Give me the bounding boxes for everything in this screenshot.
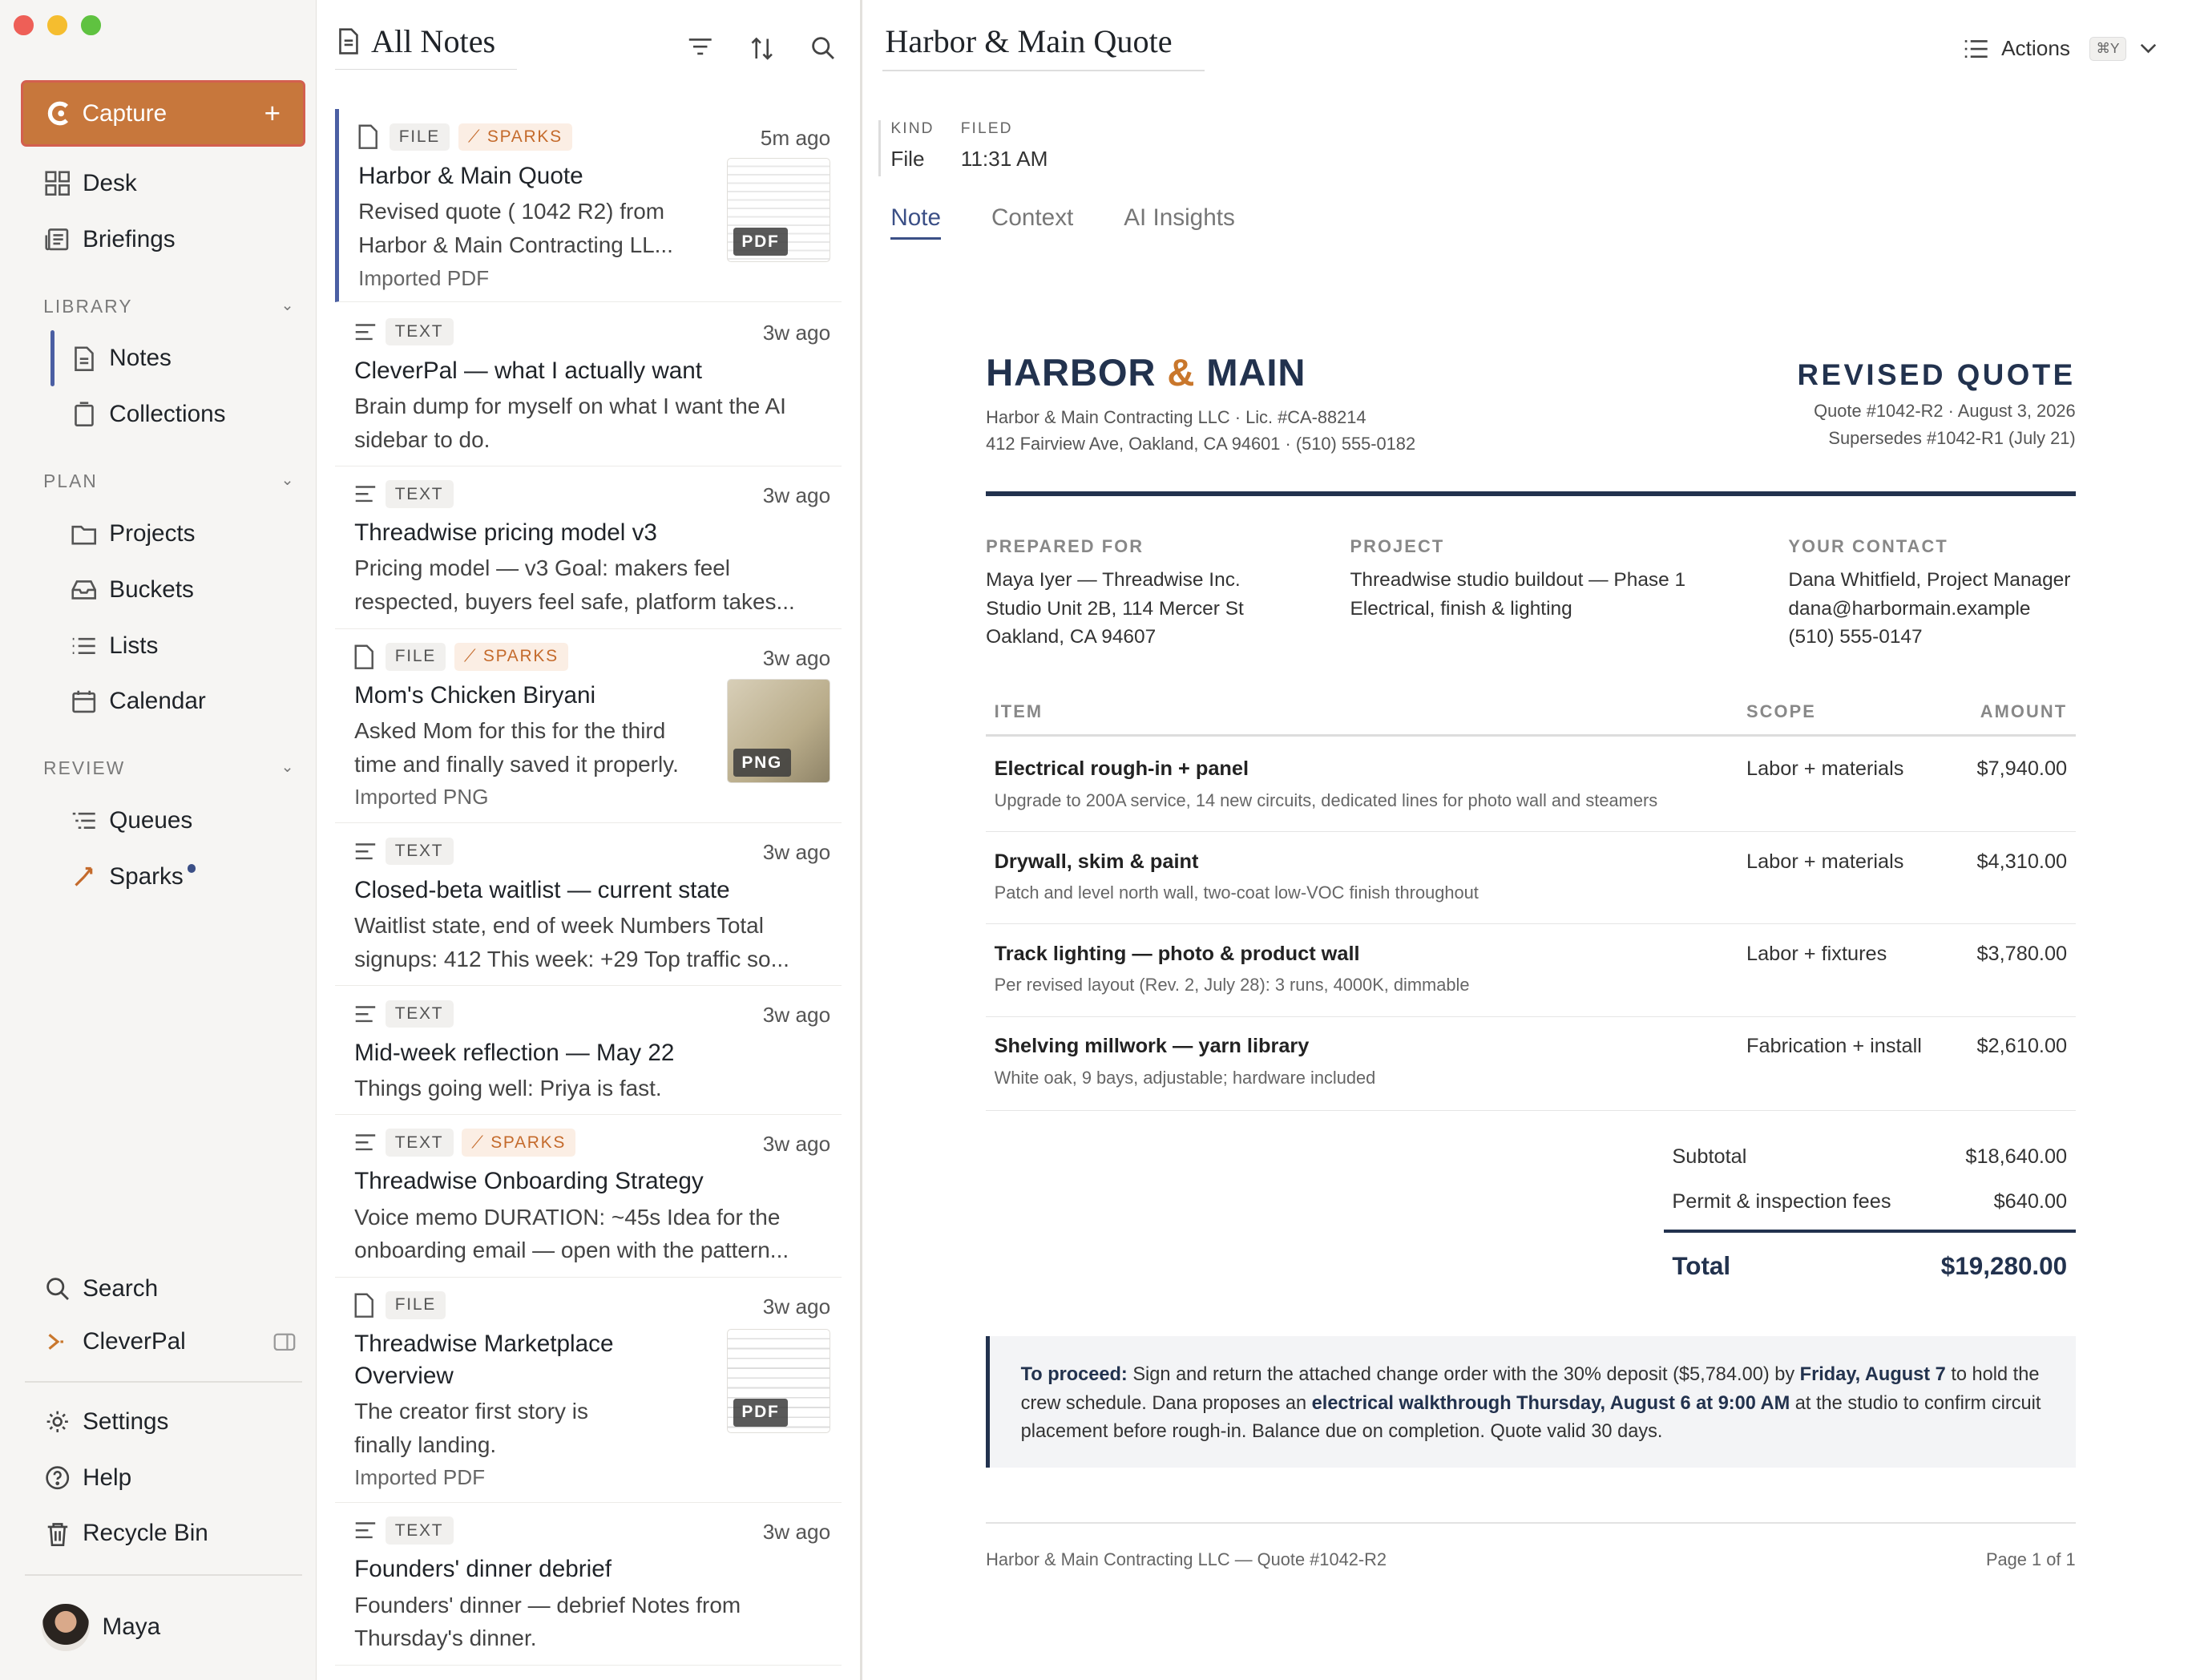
callout-text: to hold the crew schedule. Dana proposes an	[1020, 1363, 2040, 1413]
contact-line: dana@harbormain.example	[1788, 597, 2031, 620]
file-icon	[354, 1293, 377, 1318]
note-time: 3w ago	[762, 1294, 831, 1319]
client-line: Oakland, CA 94607	[986, 626, 1157, 648]
list-icon	[1964, 38, 1988, 59]
sidebar-item-help[interactable]	[43, 1464, 131, 1492]
table-row	[986, 924, 2075, 1016]
footer-page: Page 1 of 1	[1985, 1549, 2076, 1569]
spark-tag-label: SPARKS	[482, 647, 559, 666]
totals-rule	[1664, 1230, 2076, 1232]
list-item[interactable]	[335, 1115, 842, 1278]
note-snippet: finally landing.	[354, 1432, 497, 1458]
kind-tag: FILE	[386, 643, 446, 670]
client-line: Studio Unit 2B, 114 Mercer St	[986, 597, 1244, 620]
kind-tag: TEXT	[386, 1129, 454, 1156]
list-item[interactable]	[335, 823, 842, 986]
file-icon	[354, 644, 377, 669]
contact-line: (510) 555-0147	[1788, 626, 1923, 648]
sidebar-item-desk[interactable]	[43, 169, 137, 197]
help-icon	[43, 1464, 71, 1492]
section-title: LIBRARY	[43, 295, 133, 317]
meta-rule	[878, 120, 881, 176]
line-item-scope: Labor + materials	[1746, 850, 1904, 873]
plan-section-header[interactable]	[43, 470, 296, 492]
note-title: Harbor & Main Quote	[358, 162, 583, 189]
meta-value: 11:31 AM	[960, 146, 1048, 171]
note-snippet: Asked Mom for this for the third	[354, 718, 666, 744]
subtotal-value: $18,640.00	[1965, 1145, 2068, 1169]
sidebar-item-label: Search	[83, 1274, 159, 1302]
quote-supersedes: Supersedes #1042-R1 (July 21)	[1828, 427, 2076, 448]
column-heading: AMOUNT	[1980, 701, 2068, 722]
sidebar-item-label: Desk	[83, 169, 137, 196]
fees-value: $640.00	[1993, 1190, 2068, 1214]
sidebar-item-projects[interactable]	[70, 519, 195, 547]
project-line: Electrical, finish & lighting	[1350, 597, 1572, 620]
file-type-badge: PDF	[733, 228, 788, 255]
brand-ampersand: &	[1167, 350, 1196, 394]
search-icon	[43, 1274, 71, 1302]
pdf-thumbnail	[727, 158, 830, 261]
file-icon	[358, 124, 381, 149]
inbox-icon	[70, 575, 98, 604]
sidebar-item-label: Collections	[109, 401, 226, 428]
quote-document	[986, 350, 2076, 1569]
line-item-amount: $3,780.00	[1976, 942, 2068, 965]
sidebar-panel-toggle-icon[interactable]	[273, 1333, 296, 1351]
spark-tag: ⟋ SPARKS	[462, 1129, 575, 1156]
chevron-down-icon[interactable]: ⌄	[281, 759, 296, 777]
review-section-header[interactable]	[43, 757, 296, 779]
sidebar-item-label: Notes	[109, 345, 172, 372]
subtotal-row	[1672, 1145, 2075, 1169]
table-row	[986, 740, 2075, 832]
note-snippet: time and finally saved it properly.	[354, 752, 679, 777]
capture-label: Capture	[82, 99, 168, 127]
chevron-down-icon[interactable]: ⌄	[281, 297, 296, 314]
sidebar-item-label: Projects	[109, 519, 196, 547]
column-heading: ITEM	[994, 701, 1044, 722]
list-item[interactable]	[335, 109, 842, 302]
sidebar-divider	[25, 1574, 302, 1576]
pdf-thumbnail	[727, 1329, 830, 1432]
title-underline	[882, 70, 1205, 71]
line-item-name: Track lighting — photo & product wall	[994, 942, 1360, 965]
line-item-amount: $2,610.00	[1976, 1035, 2068, 1058]
note-snippet: respected, buyers feel safe, platform takes...	[354, 589, 795, 615]
note-time: 5m ago	[760, 126, 831, 151]
note-subtext: Imported PDF	[358, 266, 490, 290]
title-underline	[335, 69, 517, 71]
sidebar-item-lists[interactable]	[70, 632, 158, 660]
sidebar-item-label: Queues	[109, 806, 193, 834]
text-icon	[354, 1518, 377, 1543]
meta-value: File	[890, 146, 925, 171]
callout-emphasis: electrical walkthrough Thursday, August 6 at 9:00 AM	[1311, 1391, 1790, 1413]
line-item-description: Per revised layout (Rev. 2, July 28): 3 runs, 4000K, dimmable	[994, 975, 1470, 995]
sidebar-item-notes[interactable]	[70, 345, 171, 373]
column-heading: YOUR CONTACT	[1788, 536, 1948, 557]
fees-label: Permit & inspection fees	[1672, 1190, 1891, 1214]
line-item-amount: $4,310.00	[1976, 850, 2068, 873]
capture-icon	[46, 99, 74, 127]
list-title	[337, 22, 495, 60]
note-time: 3w ago	[762, 1003, 831, 1028]
kind-tag: FILE	[386, 1291, 446, 1319]
line-item-name: Drywall, skim & paint	[994, 850, 1199, 873]
sidebar-item-collections[interactable]	[70, 401, 225, 429]
cleverpal-icon	[43, 1328, 71, 1356]
note-snippet: Harbor & Main Contracting LL...	[358, 232, 673, 257]
kind-tag: TEXT	[386, 318, 454, 345]
sidebar-item-label: CleverPal	[83, 1328, 186, 1355]
text-icon	[354, 482, 377, 507]
meta-kind	[890, 120, 934, 171]
line-item-scope: Labor + fixtures	[1746, 942, 1887, 965]
sidebar-item-label: Help	[83, 1464, 132, 1491]
recipe-image-thumbnail	[727, 679, 830, 782]
quote-heading: REVISED QUOTE	[1797, 358, 2076, 392]
table-header	[986, 692, 2075, 737]
list-toolbar	[688, 36, 834, 67]
sidebar-item-briefings[interactable]	[43, 225, 175, 253]
quote-number: Quote #1042-R2 · August 3, 2026	[1814, 401, 2076, 422]
sidebar-divider	[25, 1381, 302, 1383]
tab-context[interactable]: Context	[991, 204, 1074, 232]
text-icon	[354, 1130, 377, 1155]
close-window-button[interactable]	[14, 15, 33, 34]
zoom-window-button[interactable]	[81, 15, 100, 34]
window-controls	[14, 15, 100, 34]
avatar[interactable]	[42, 1604, 89, 1651]
grid-icon	[43, 169, 71, 197]
line-item-description: Upgrade to 200A service, 14 new circuits, dedicated lines for photo wall and steamers	[994, 790, 1658, 810]
active-indicator	[50, 330, 54, 386]
spark-tag-label: SPARKS	[486, 127, 563, 146]
line-item-scope: Labor + materials	[1746, 757, 1904, 781]
sidebar-item-label: Buckets	[109, 575, 194, 603]
company-address: 412 Fairview Ave, Oakland, CA 94601 · (510) 555-0182	[986, 434, 1416, 454]
spark-icon	[70, 862, 98, 890]
sidebar-item-sparks[interactable]	[70, 862, 196, 890]
note-snippet: Waitlist state, end of week Numbers Total	[354, 913, 764, 939]
note-snippet: Thursday's dinner.	[354, 1625, 537, 1651]
note-title: Overview	[354, 1363, 454, 1390]
note-title-heading[interactable]: Harbor & Main Quote	[885, 22, 1173, 59]
footer-company: Harbor & Main Contracting LLC — Quote #1042-R2	[986, 1549, 1387, 1569]
note-time: 3w ago	[762, 1519, 831, 1544]
line-item-amount: $7,940.00	[1976, 757, 2068, 781]
note-icon	[337, 28, 360, 55]
callout-text: Sign and return the attached change order with the 30% deposit ($5,784.00) by	[1127, 1363, 1800, 1384]
note-snippet: onboarding email — open with the pattern...	[354, 1238, 789, 1263]
collection-icon	[70, 401, 98, 429]
note-snippet: Things going well: Priya is fast.	[354, 1075, 662, 1100]
note-snippet: Pricing model — v3 Goal: makers feel	[354, 555, 730, 581]
note-title: CleverPal — what I actually want	[354, 357, 703, 384]
total-label: Total	[1672, 1252, 1731, 1281]
kind-tag: TEXT	[386, 1000, 454, 1028]
line-item-name: Electrical rough-in + panel	[994, 757, 1249, 781]
callout-text: at the studio to confirm circuit placement before rough-in. Balance due on completion. Quote valid 30 days.	[1020, 1391, 2041, 1442]
note-snippet: sidebar to do.	[354, 426, 490, 452]
kind-tag: TEXT	[386, 480, 454, 507]
newspaper-icon	[43, 225, 71, 253]
header-rule	[986, 491, 2075, 495]
sidebar-item-label: Recycle Bin	[83, 1520, 208, 1547]
column-heading: PROJECT	[1350, 536, 1445, 557]
file-type-badge: PDF	[733, 1399, 788, 1426]
line-item-name: Shelving millwork — yarn library	[994, 1035, 1310, 1058]
callout-emphasis: To proceed:	[1020, 1363, 1128, 1384]
note-snippet: signups: 412 This week: +29 Top traffic so...	[354, 946, 789, 971]
user-name[interactable]	[103, 1613, 161, 1641]
meta-filed	[961, 120, 1048, 171]
note-title: Threadwise Marketplace	[354, 1331, 614, 1358]
tab-note[interactable]: Note	[890, 204, 941, 240]
kind-tag: TEXT	[386, 838, 454, 865]
line-item-scope: Fabrication + install	[1746, 1035, 1922, 1058]
table-row	[986, 1017, 2075, 1111]
note-title: Threadwise pricing model v3	[354, 519, 657, 547]
detail-tabs	[890, 204, 1234, 240]
sidebar-item-label: Settings	[83, 1407, 169, 1435]
sidebar-item-label: Sparks	[109, 862, 184, 890]
chevron-down-icon[interactable]	[2140, 43, 2157, 55]
spark-tag: ⟋ SPARKS	[454, 643, 568, 670]
note-title: Closed-beta waitlist — current state	[354, 876, 730, 903]
contact-line: Dana Whitfield, Project Manager	[1788, 568, 2071, 591]
library-section-header[interactable]	[43, 296, 296, 317]
list-item[interactable]	[335, 1503, 842, 1666]
note-title: Mom's Chicken Biryani	[354, 681, 596, 709]
project-line: Threadwise studio buildout — Phase 1	[1350, 568, 1686, 591]
text-icon	[354, 319, 377, 344]
kind-tag: FILE	[390, 123, 450, 151]
list-item[interactable]	[335, 1278, 842, 1503]
note-time: 3w ago	[762, 645, 831, 670]
table-row	[986, 832, 2075, 924]
column-heading: PREPARED FOR	[986, 536, 1144, 557]
company-address: Harbor & Main Contracting LLC · Lic. #CA-88214	[986, 407, 1366, 428]
contact-block	[1788, 536, 2082, 652]
proceed-callout	[986, 1336, 2075, 1468]
note-snippet: Founders' dinner — debrief Notes from	[354, 1592, 741, 1617]
section-title: PLAN	[43, 470, 98, 492]
prepared-for-block	[986, 536, 1336, 652]
client-line: Maya Iyer — Threadwise Inc.	[986, 568, 1241, 591]
search-icon[interactable]	[811, 36, 835, 67]
note-time: 3w ago	[762, 483, 831, 507]
sidebar-item-queues[interactable]	[70, 807, 192, 835]
shortcut-hint: ⌘Y	[2089, 37, 2125, 61]
document-footer	[986, 1549, 2075, 1570]
sidebar-item-label: Calendar	[109, 688, 206, 715]
kind-tag: TEXT	[386, 1516, 454, 1544]
subtotal-label: Subtotal	[1672, 1145, 1747, 1169]
actions-label: Actions	[2001, 36, 2070, 61]
brand-word: HARBOR	[986, 350, 1157, 394]
text-icon	[354, 838, 377, 863]
line-item-description: White oak, 9 bays, adjustable; hardware included	[994, 1067, 1376, 1088]
minimize-window-button[interactable]	[47, 15, 67, 34]
trash-icon	[43, 1520, 71, 1548]
sidebar-item-label: Lists	[109, 632, 159, 659]
sidebar-item-buckets[interactable]	[70, 575, 194, 604]
user-label: Maya	[102, 1613, 161, 1640]
sidebar-item-calendar[interactable]	[70, 688, 205, 716]
meta-label: FILED	[960, 120, 1013, 138]
list-icon	[70, 632, 98, 660]
total-value: $19,280.00	[1940, 1252, 2068, 1281]
sidebar-item-settings[interactable]	[43, 1407, 168, 1436]
sidebar-item-cleverpal[interactable]	[43, 1328, 296, 1356]
note-time: 3w ago	[762, 321, 831, 345]
calendar-icon	[70, 688, 98, 716]
gear-icon	[43, 1407, 71, 1436]
note-snippet: Brain dump for myself on what I want the AI	[354, 393, 786, 418]
callout-emphasis: Friday, August 7	[1799, 1363, 1946, 1384]
note-subtext: Imported PDF	[354, 1464, 486, 1489]
list-item[interactable]	[335, 466, 842, 629]
note-snippet: The creator first story is	[354, 1399, 588, 1424]
section-title: REVIEW	[43, 757, 126, 779]
total-row	[1672, 1252, 2075, 1281]
file-type-badge: PNG	[733, 749, 791, 776]
quote-header	[1797, 358, 2075, 450]
note-icon	[70, 345, 98, 373]
sidebar-item-search[interactable]	[43, 1274, 158, 1302]
meta-label: KIND	[890, 120, 935, 138]
queue-icon	[70, 807, 98, 835]
spark-tag-label: SPARKS	[490, 1133, 567, 1152]
note-time: 3w ago	[762, 1131, 831, 1156]
note-subtext: Imported PNG	[354, 784, 489, 809]
sidebar-item-recycle-bin[interactable]	[43, 1520, 208, 1548]
spark-tag: ⟋ SPARKS	[458, 123, 572, 151]
chevron-down-icon[interactable]: ⌄	[281, 472, 296, 490]
unread-dot	[188, 864, 196, 872]
actions-menu-button[interactable]	[1964, 36, 2157, 61]
filter-icon[interactable]	[688, 36, 712, 67]
notes-list-pane	[318, 0, 863, 1680]
note-title: Threadwise Onboarding Strategy	[354, 1168, 704, 1195]
folder-icon	[70, 519, 98, 547]
note-title: Founders' dinner debrief	[354, 1556, 612, 1583]
tab-ai-insights[interactable]: AI Insights	[1124, 204, 1235, 232]
sort-icon[interactable]	[749, 36, 774, 67]
note-snippet: Revised quote ( 1042 R2) from	[358, 198, 665, 224]
text-icon	[354, 1001, 377, 1026]
sidebar-item-label: Briefings	[83, 225, 176, 252]
plus-icon[interactable]: +	[264, 97, 281, 129]
brand-word: MAIN	[1206, 350, 1306, 394]
line-item-description: Patch and level north wall, two-coat low-VOC finish throughout	[994, 882, 1479, 903]
project-block	[1350, 536, 1770, 623]
note-time: 3w ago	[762, 840, 831, 865]
list-item[interactable]	[335, 629, 842, 824]
fees-row	[1672, 1190, 2075, 1214]
list-item[interactable]	[335, 986, 842, 1115]
footer-rule	[986, 1522, 2075, 1524]
capture-button[interactable]	[21, 80, 305, 147]
note-detail-pane	[866, 0, 2196, 1680]
note-title: Mid-week reflection — May 22	[354, 1039, 675, 1066]
column-heading: SCOPE	[1746, 701, 1816, 722]
list-title-text: All Notes	[371, 22, 496, 59]
note-snippet: Voice memo DURATION: ~45s Idea for the	[354, 1204, 781, 1230]
sidebar	[0, 0, 317, 1680]
list-item[interactable]	[335, 304, 842, 466]
